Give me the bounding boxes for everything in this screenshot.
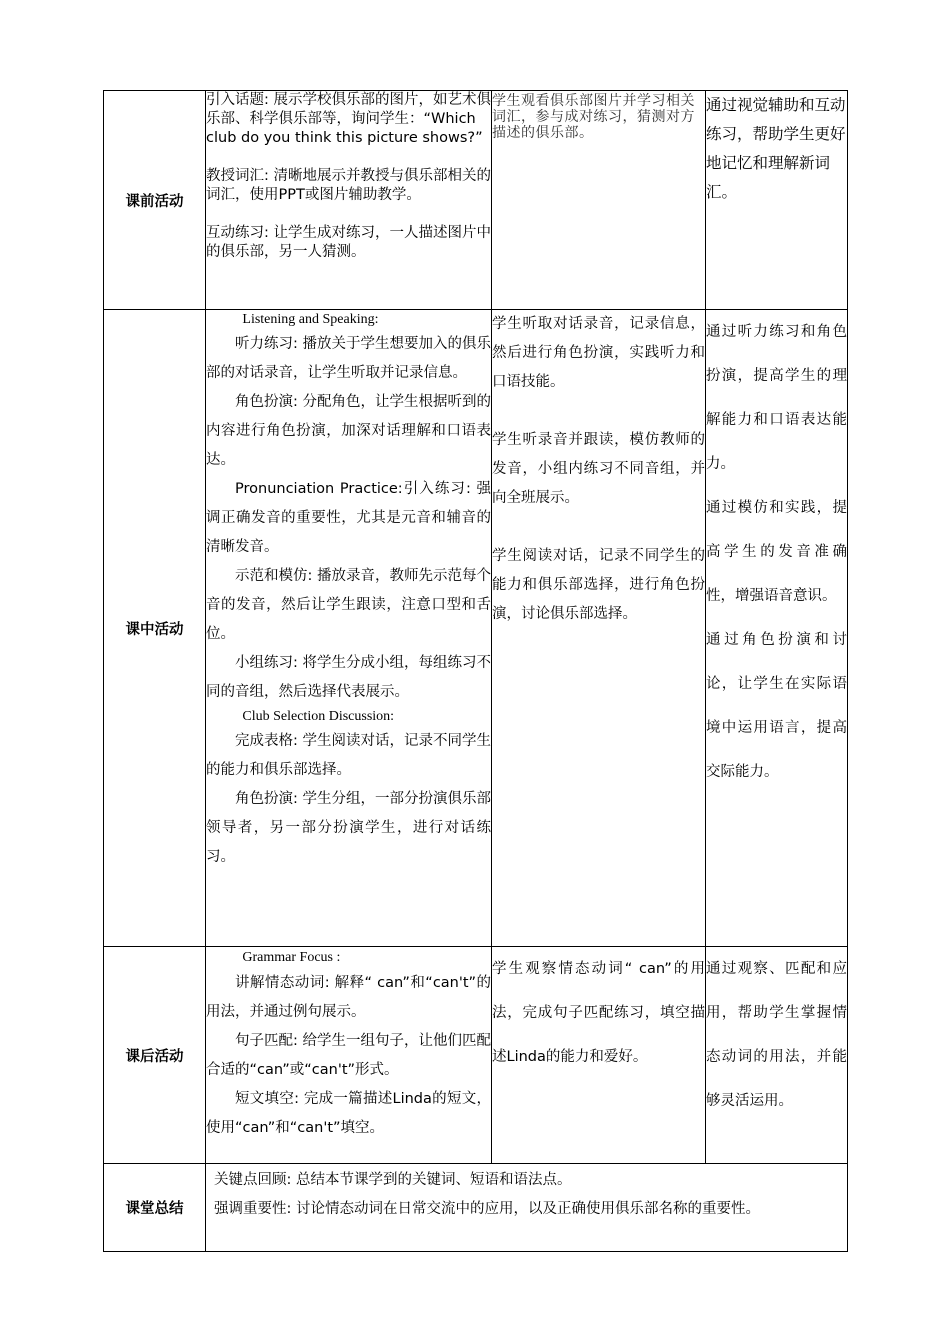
activity-text: 完成表格: 学生阅读对话，记录不同学生的能力和俱乐部选择。 bbox=[206, 733, 491, 778]
activity-text: 引入话题: 展示学校俱乐部的图片，如艺术俱乐部、科学俱乐部等，询问学生：“Which club do you think this picture shows?” bbox=[206, 92, 491, 146]
student-activity-cell bbox=[492, 310, 706, 947]
table-row bbox=[104, 310, 848, 947]
stage-label: 课后活动 bbox=[104, 947, 206, 1164]
activity-text: 教授词汇: 清晰地展示并教授与俱乐部相关的词汇，使用PPT或图片辅助教学。 bbox=[206, 168, 491, 203]
activities-cell bbox=[206, 310, 492, 947]
activity-text: 听力练习: 播放关于学生想要加入的俱乐部的对话录音，让学生听取并记录信息。 bbox=[206, 336, 491, 381]
table-row bbox=[104, 947, 848, 1164]
activity-text: 示范和模仿: 播放录音，教师先示范每个音的发音，然后让学生跟读，注意口型和舌位。 bbox=[206, 568, 491, 642]
activities-cell bbox=[206, 91, 492, 310]
activity-text: Pronunciation Practice:引入练习: 强调正确发音的重要性，尤其是元音和辅音的清晰发音。 bbox=[206, 481, 491, 555]
section-heading: Listening and Speaking: bbox=[242, 312, 379, 327]
activity-text: 角色扮演: 学生分组，一部分扮演俱乐部领导者，另一部分扮演学生，进行对话练习。 bbox=[206, 791, 491, 865]
summary-text: 关键点回顾: 总结本节课学到的关键词、短语和语法点。 bbox=[214, 1172, 572, 1188]
stage-label: 课堂总结 bbox=[104, 1164, 206, 1252]
activity-text: 句子匹配: 给学生一组句子，让他们匹配合适的“can”或“can't”形式。 bbox=[206, 1033, 491, 1078]
student-activity-cell: 学生观看俱乐部图片并学习相关词汇，参与成对练习，猜测对方描述的俱乐部。 bbox=[492, 91, 706, 310]
student-text: 学生听录音并跟读，模仿教师的发音，小组内练习不同音组，并向全班展示。 bbox=[492, 432, 705, 506]
summary-cell bbox=[206, 1164, 848, 1252]
purpose-text: 通过听力练习和角色扮演，提高学生的理解能力和口语表达能力。 bbox=[706, 324, 847, 472]
activity-text: 短文填空: 完成一篇描述Linda的短文，使用“can”和“can't”填空。 bbox=[206, 1091, 491, 1136]
activity-text: 讲解情态动词: 解释“ can”和“can't”的用法，并通过例句展示。 bbox=[206, 975, 491, 1020]
table-row bbox=[104, 1164, 848, 1252]
student-text: 学生阅读对话，记录不同学生的能力和俱乐部选择，进行角色扮演，讨论俱乐部选择。 bbox=[492, 548, 705, 622]
activity-text: 互动练习: 让学生成对练习，一人描述图片中的俱乐部，另一人猜测。 bbox=[206, 225, 491, 260]
summary-text: 强调重要性: 讨论情态动词在日常交流中的应用，以及正确使用俱乐部名称的重要性。 bbox=[214, 1201, 760, 1217]
purpose-text: 通过角色扮演和讨论，让学生在实际语境中运用语言，提高交际能力。 bbox=[706, 632, 847, 780]
student-activity-cell: 学生观察情态动词“ can”的用法，完成句子匹配练习，填空描述Linda的能力和爱好。 bbox=[492, 947, 706, 1164]
activity-text: 小组练习: 将学生分成小组，每组练习不同的音组，然后选择代表展示。 bbox=[206, 655, 491, 700]
lesson-plan-table bbox=[103, 90, 848, 1252]
purpose-cell bbox=[706, 310, 848, 947]
student-text: 学生听取对话录音，记录信息，然后进行角色扮演，实践听力和口语技能。 bbox=[492, 316, 705, 390]
section-heading: Grammar Focus : bbox=[242, 950, 341, 965]
purpose-cell: 通过观察、匹配和应用，帮助学生掌握情态动词的用法，并能够灵活运用。 bbox=[706, 947, 848, 1164]
activity-text: 角色扮演: 分配角色，让学生根据听到的内容进行角色扮演，加深对话理解和口语表达。 bbox=[206, 394, 491, 468]
purpose-text: 通过模仿和实践，提高学生的发音准确性，增强语音意识。 bbox=[706, 500, 847, 604]
purpose-cell: 通过视觉辅助和互动练习，帮助学生更好地记忆和理解新词汇。 bbox=[706, 91, 848, 310]
stage-label: 课前活动 bbox=[104, 91, 206, 310]
table-row bbox=[104, 91, 848, 310]
activities-cell bbox=[206, 947, 492, 1164]
section-heading: Club Selection Discussion: bbox=[242, 709, 395, 724]
stage-label: 课中活动 bbox=[104, 310, 206, 947]
